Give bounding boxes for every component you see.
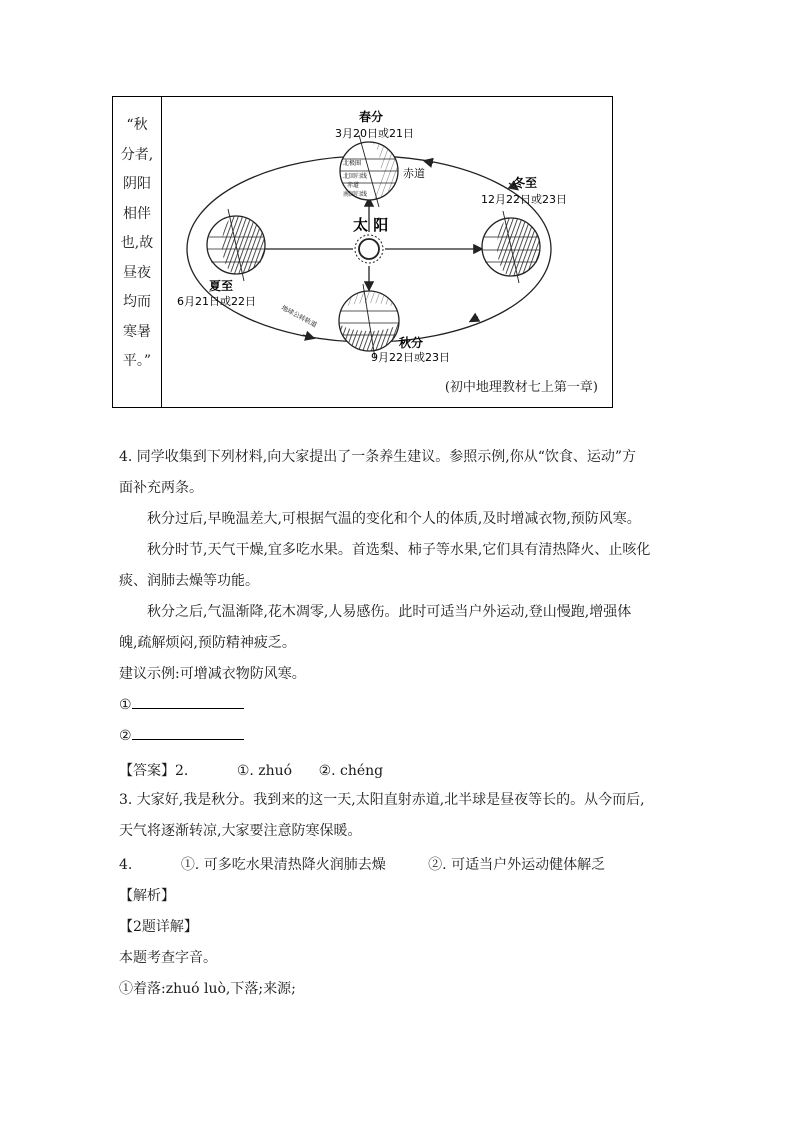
answer-q3-line: 3. 大家好,我是秋分。我到来的这一天,太阳直射赤道,北半球是昼夜等长的。从今而后, <box>119 792 645 808</box>
analysis-item-1: ①着落:zhuó luò,下落;来源; <box>119 981 296 997</box>
lat-label: 赤道 <box>347 182 360 189</box>
table-divider <box>161 97 162 407</box>
analysis-intro: 本题考查字音。 <box>119 950 217 966</box>
answer-q3 <box>119 785 675 847</box>
lat-label: 南回归线 <box>343 191 368 198</box>
quote-line: 昼夜 <box>123 264 151 281</box>
answer-blank-1 <box>119 696 244 713</box>
earth-orbit-diagram <box>163 99 612 405</box>
answer-q4 <box>119 854 605 874</box>
answer-item: ①. 可多吃水果清热降火润肺去燥 <box>180 857 386 873</box>
winter-name: 冬至 <box>513 176 538 190</box>
blank-line <box>132 696 244 709</box>
quote-line: 阴阳 <box>123 176 151 192</box>
sun-label: 太 阳 <box>353 216 389 234</box>
material-table <box>112 96 613 408</box>
blank-marker: ② <box>119 728 132 744</box>
equator-label: 赤道 <box>403 167 425 180</box>
answer-q3-line: 天气将逐渐转凉,大家要注意防寒保暖。 <box>119 823 362 839</box>
earth-winter <box>482 211 540 283</box>
answer-item: ②. 可适当户外运动健体解乏 <box>428 857 606 873</box>
lat-label: 北极圈 <box>343 160 362 167</box>
material-line: 魄,疏解烦闷,预防精神疲乏。 <box>119 635 296 651</box>
material-line: 秋分时节,天气干燥,宜多吃水果。首选梨、柿子等水果,它们具有清热降火、止咳化 <box>147 542 651 558</box>
quote-line: 平。” <box>122 353 152 369</box>
blank-line <box>132 727 244 740</box>
quote-line: 相伴 <box>123 205 151 222</box>
material-2 <box>119 535 675 597</box>
answer-line <box>119 760 383 780</box>
quote-line: 寒暑 <box>123 323 151 340</box>
material-1: 秋分过后,早晚温差大,可根据气温的变化和个人的体质,及时增减衣物,预防风寒。 <box>147 511 641 527</box>
suggestion-example: 建议示例:可增减衣物防风寒。 <box>119 666 306 682</box>
lat-label: 北回归线 <box>343 173 368 180</box>
orbit-label: 地球公转轨道 <box>280 303 319 330</box>
orbit-arrow <box>471 317 478 321</box>
spring-date: 3月20日或21日 <box>335 127 414 140</box>
answer-item: ①. zhuó <box>236 763 293 779</box>
earth-autumn <box>339 284 399 358</box>
quote-column <box>113 111 161 377</box>
spring-name: 春分 <box>359 110 384 124</box>
analysis-detail-tag: 【2题详解】 <box>119 919 198 935</box>
material-line: 秋分之后,气温渐降,花木凋零,人易感伤。此时可适当户外运动,登山慢跑,增强体 <box>147 604 632 620</box>
diagram-caption: (初中地理教材七上第一章) <box>444 380 598 395</box>
quote-line: “秋 <box>126 117 148 133</box>
earth-summer <box>207 209 265 281</box>
summer-date: 6月21日或22日 <box>177 295 256 308</box>
stem-line: 4. 同学收集到下列材料,向大家提出了一条养生建议。参照示例,你从“饮食、运动”方 <box>119 449 637 465</box>
stem-line: 面补充两条。 <box>119 480 203 496</box>
analysis-tag: 【解析】 <box>119 888 175 904</box>
answer-q4-number: 4. <box>119 857 133 873</box>
answer-tag: 【答案】2. <box>119 763 189 779</box>
sun <box>355 235 383 263</box>
winter-date: 12月22日或23日 <box>481 193 567 206</box>
blank-marker: ① <box>119 697 132 713</box>
quote-line: 分者, <box>120 146 154 163</box>
quote-line: 也,故 <box>120 235 154 251</box>
summer-name: 夏至 <box>209 279 234 293</box>
answer-item: ②. chéng <box>318 763 384 779</box>
material-line: 痰、润肺去燥等功能。 <box>119 573 259 589</box>
question-4-stem <box>119 442 675 504</box>
material-3 <box>119 597 675 659</box>
autumn-date: 9月22日或23日 <box>371 351 450 364</box>
quote-line: 均而 <box>123 294 151 310</box>
answer-blank-2 <box>119 727 244 744</box>
autumn-name: 秋分 <box>399 336 424 350</box>
